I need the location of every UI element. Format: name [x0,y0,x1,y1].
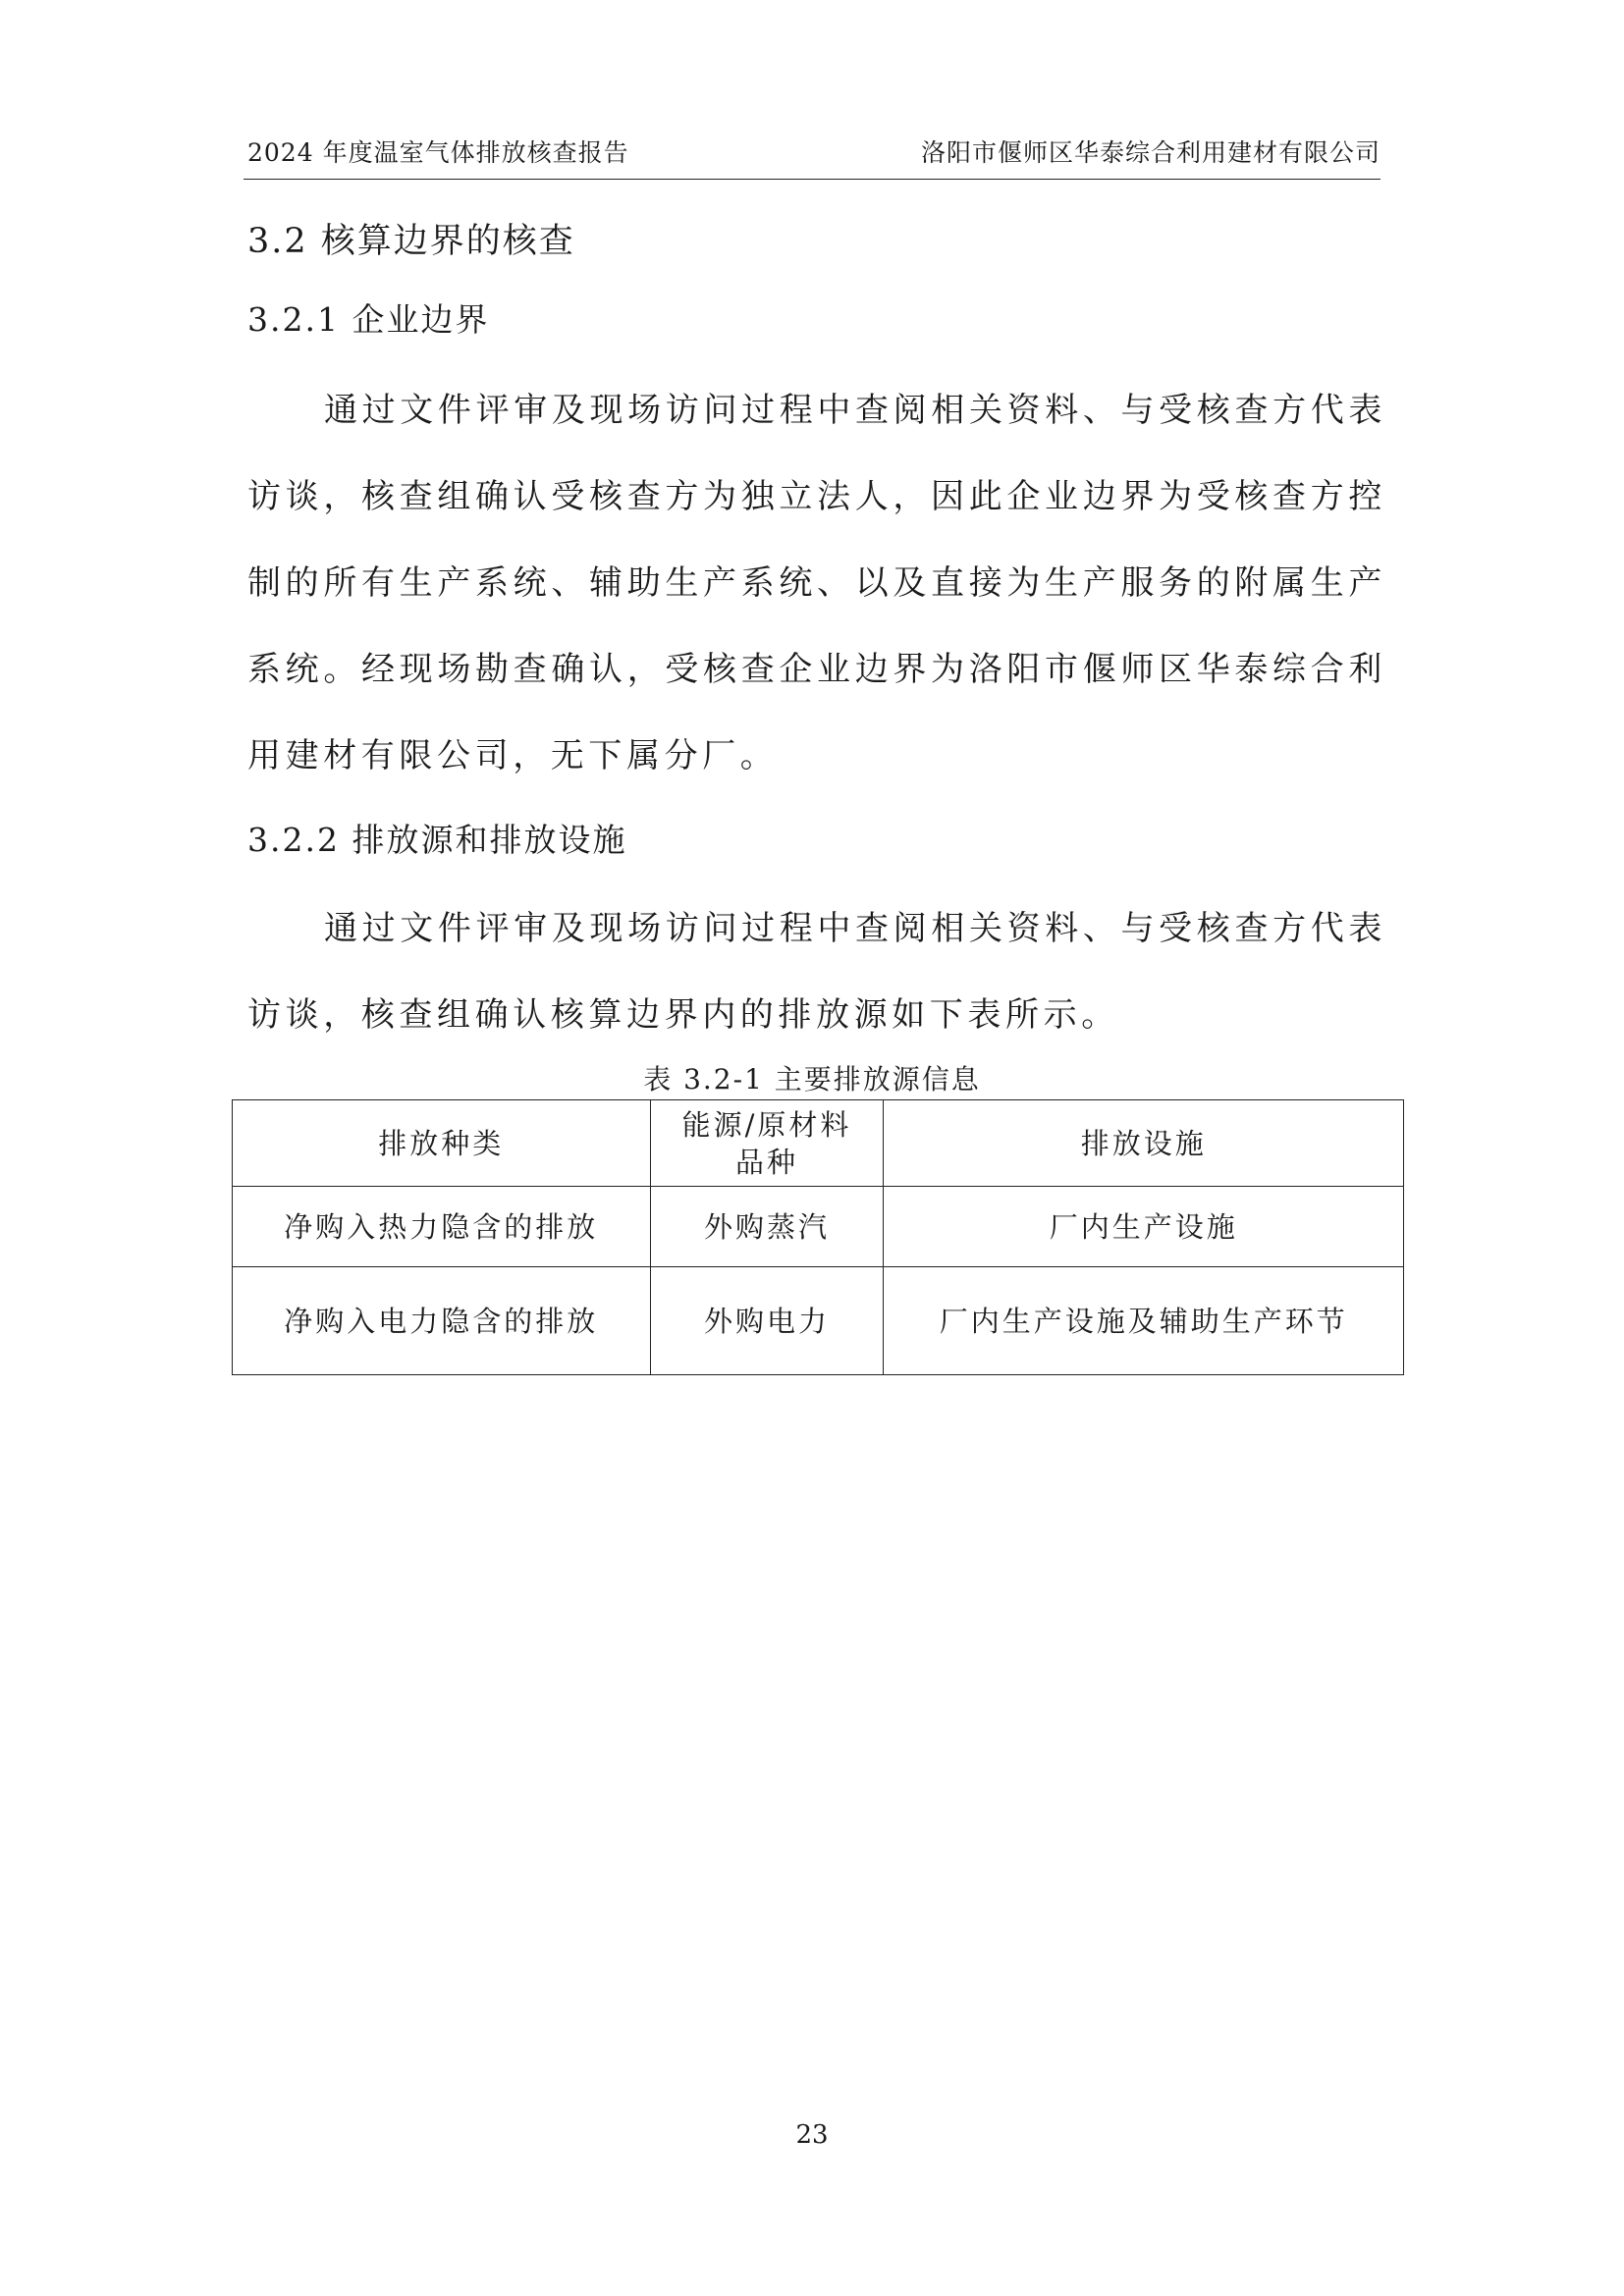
emission-sources-table [232,1099,1404,1375]
table-cell: 净购入电力隐含的排放 [233,1267,651,1375]
paragraph-emission-sources: 通过文件评审及现场访问过程中查阅相关资料、与受核查方代表访谈，核查组确认核算边界内的排放源如下表所示。 [247,909,1386,1035]
table-cell: 厂内生产设施 [884,1187,1404,1267]
subsection-title-enterprise-boundary: 3.2.1 企业边界 [247,300,490,339]
table-cell: 外购蒸汽 [650,1187,884,1267]
table-row [233,1267,1404,1375]
table-cell: 厂内生产设施及辅助生产环节 [884,1267,1404,1375]
header-cell-energy-material-line2: 品种 [735,1145,799,1179]
header-cell-emission-facility: 排放设施 [884,1100,1404,1187]
header-report-title: 2024 年度温室气体排放核查报告 [247,138,629,167]
header-cell-emission-type: 排放种类 [233,1100,651,1187]
table-cell: 净购入热力隐含的排放 [233,1187,651,1267]
header-company-name: 洛阳市偃师区华泰综合利用建材有限公司 [920,138,1380,167]
table-row [233,1187,1404,1267]
table-caption: 表 3.2-1 主要排放源信息 [643,1063,981,1095]
header-cell-energy-material-line1: 能源/原材料 [681,1107,852,1142]
subsection-title-emission-sources: 3.2.2 排放源和排放设施 [247,821,627,859]
header-cell-energy-material [650,1100,884,1187]
page-number: 23 [795,2120,829,2150]
table-cell: 外购电力 [650,1267,884,1375]
paragraph-enterprise-boundary: 通过文件评审及现场访问过程中查阅相关资料、与受核查方代表访谈，核查组确认受核查方为独立法人，因此企业边界为受核查方控制的所有生产系统、辅助生产系统、以及直接为生产服务的附属生产系统。经现场勘查确认，受核查企业边界为洛阳市偃师区华泰综合利用建材有限公司，无下属分厂。 [247,391,1386,775]
section-title: 3.2 核算边界的核查 [247,222,575,261]
table-header-row [233,1100,1404,1187]
header-divider [244,179,1380,180]
page-header [247,132,1380,171]
